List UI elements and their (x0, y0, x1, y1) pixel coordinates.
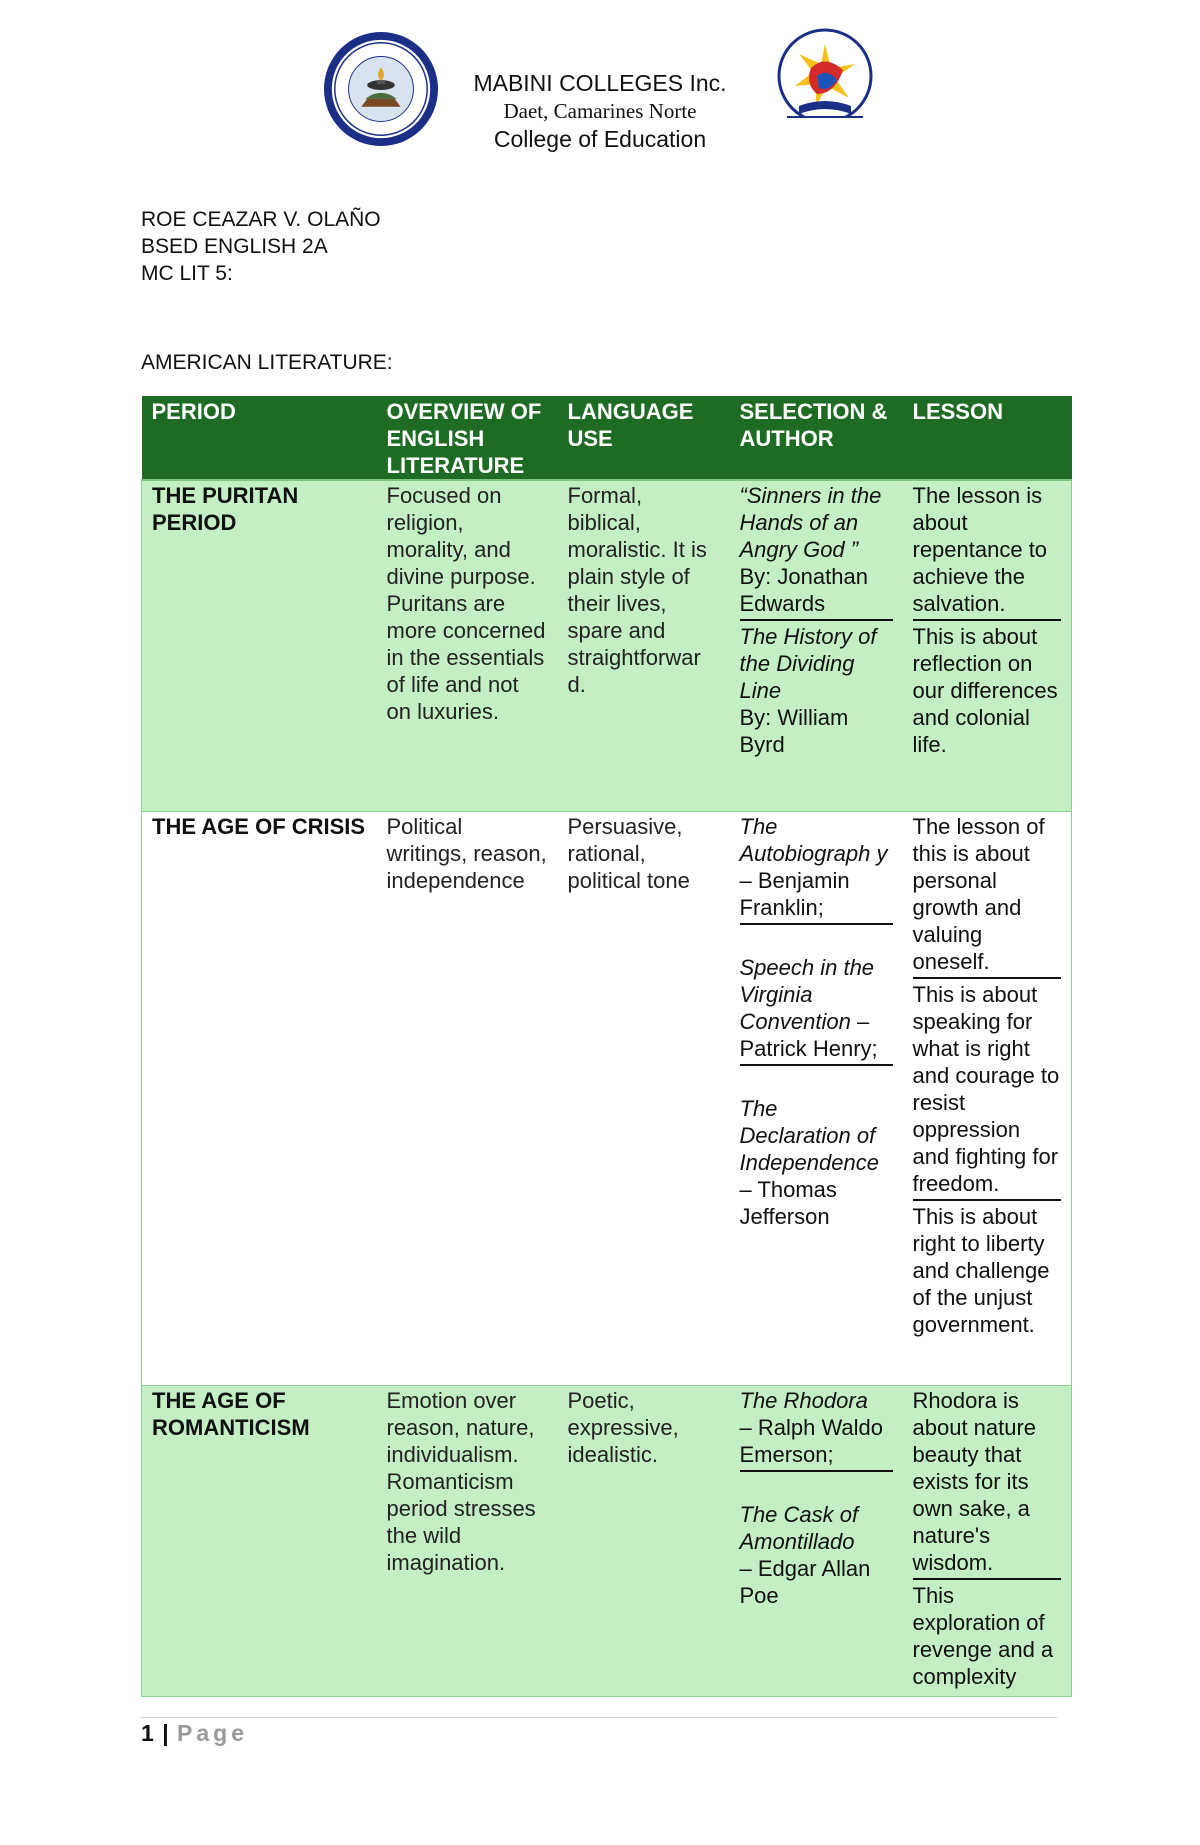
language-cell: Formal, biblical, moralistic. It is plain style of their lives, spare and straightforwar d. (558, 480, 730, 811)
footer-divider (141, 1717, 1057, 1718)
lesson-item: The lesson of this is about personal growth and valuing oneself. (913, 813, 1062, 979)
page-separator: | (162, 1720, 170, 1746)
selection-title: The Autobiograph y (739, 813, 888, 866)
spacer (740, 927, 893, 954)
page-header (0, 0, 1200, 160)
table-header-row (142, 396, 1072, 480)
header-period: PERIOD (142, 396, 377, 480)
selection-item (740, 1501, 893, 1609)
selection-author: By: William Byrd (739, 705, 849, 757)
page-word: Page (177, 1720, 248, 1746)
selection-item (740, 954, 893, 1066)
selection-cell (730, 480, 903, 811)
period-cell: THE AGE OF ROMANTICISM (142, 1385, 377, 1696)
lesson-item: This is about right to liberty and challenge of the unjust government. (912, 1203, 1050, 1337)
table-row (142, 811, 1072, 1385)
selection-title: The History of the Dividing Line (739, 624, 877, 703)
american-literature-table (141, 396, 1072, 1697)
lesson-item: This is about reflection on our differences and colonial life. (912, 624, 1058, 757)
mabini-colleges-seal-logo (322, 30, 440, 148)
student-info (141, 206, 381, 287)
selection-author: – Ralph Waldo Emerson; (739, 1414, 883, 1467)
selection-author: By: Jonathan Edwards (739, 564, 868, 616)
selection-title: Speech in the Virginia Convention (739, 954, 875, 1034)
header-language: LANGUAGE USE (558, 396, 730, 480)
student-subject: MC LIT 5: (141, 262, 233, 285)
selection-author: – Edgar Allan Poe (739, 1555, 871, 1608)
period-cell: THE PURITAN PERIOD (142, 480, 377, 811)
lesson-cell (903, 480, 1072, 811)
college-name: College of Education (493, 126, 707, 152)
school-location: Daet, Camarines Norte (503, 99, 697, 123)
period-cell: THE AGE OF CRISIS (142, 811, 377, 1385)
selection-item (740, 813, 893, 925)
header-text (450, 68, 750, 154)
selection-author: – Thomas Jefferson (739, 1176, 837, 1229)
header-overview: OVERVIEW OF ENGLISH LITERATURE (377, 396, 558, 480)
student-name: ROE CEAZAR V. OLAÑO (141, 208, 381, 231)
spacer (740, 1474, 893, 1501)
selection-title: The Cask of Amontillado (739, 1501, 859, 1554)
lesson-cell (903, 811, 1072, 1385)
selection-cell (730, 1385, 903, 1696)
header-lesson: LESSON (903, 396, 1072, 480)
selection-item (740, 1095, 893, 1230)
selection-author: – Patrick Henry; (739, 1008, 878, 1061)
spacer (740, 1068, 893, 1095)
selection-item (740, 1387, 893, 1472)
selection-author: – Benjamin Franklin; (739, 867, 850, 920)
lesson-item: The lesson is about repentance to achieve the salvation. (913, 482, 1062, 621)
lesson-cell (903, 1385, 1072, 1696)
selection-title: “Sinners in the Hands of an Angry God ” (739, 483, 882, 562)
lesson-item: This exploration of revenge and a complexity (912, 1582, 1054, 1689)
selection-item (740, 482, 893, 621)
selection-cell (730, 811, 903, 1385)
lesson-item: This is about speaking for what is right and courage to resist oppression and fighting for freedom. (913, 981, 1062, 1201)
table-row (142, 480, 1072, 811)
table-row (142, 1385, 1072, 1696)
lesson-item: Rhodora is about nature beauty that exists for its own sake, a nature's wisdom. (913, 1387, 1062, 1580)
school-name: MABINI COLLEGES Inc. (473, 70, 727, 96)
section-title: AMERICAN LITERATURE: (141, 351, 393, 374)
overview-cell: Political writings, reason, independence (377, 811, 558, 1385)
selection-title: The Declaration of Independence (739, 1095, 879, 1175)
header-selection: SELECTION & AUTHOR (730, 396, 903, 480)
language-cell: Persuasive, rational, political tone (558, 811, 730, 1385)
overview-cell: Focused on religion, morality, and divine purpose. Puritans are more concerned in the essentials of life and not on luxuries. (377, 480, 558, 811)
college-of-education-logo (765, 24, 885, 144)
selection-item (740, 623, 893, 758)
overview-cell: Emotion over reason, nature, individualism. Romanticism period stresses the wild imagination. (377, 1385, 558, 1696)
page-footer (141, 1720, 248, 1747)
selection-title: The Rhodora (739, 1387, 868, 1413)
student-course: BSED ENGLISH 2A (141, 235, 328, 258)
language-cell: Poetic, expressive, idealistic. (558, 1385, 730, 1696)
page-number: 1 (141, 1720, 155, 1746)
